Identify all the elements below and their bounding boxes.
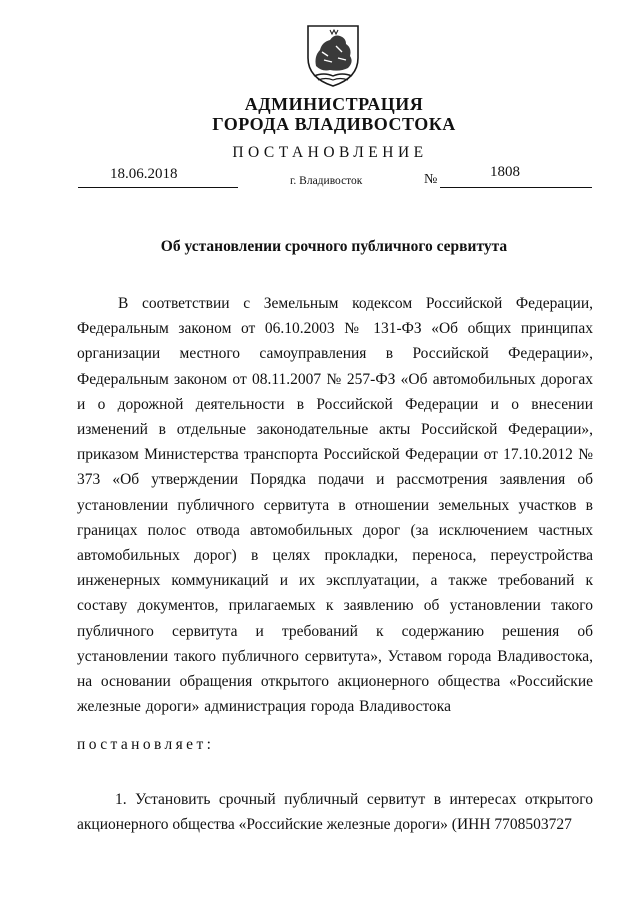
document-date: 18.06.2018 [110, 166, 178, 182]
decree-word: постановляет: [77, 736, 215, 753]
org-name-line2: ГОРОДА ВЛАДИВОСТОКА [212, 114, 456, 134]
document-number: 1808 [490, 164, 520, 180]
document-type: ПОСТАНОВЛЕНИЕ [232, 144, 428, 161]
number-sign: № [424, 172, 438, 187]
date-underline [78, 187, 238, 188]
org-name-line1: АДМИНИСТРАЦИЯ [244, 94, 424, 114]
coat-of-arms-icon [300, 22, 366, 88]
number-underline [440, 187, 592, 188]
document-title: Об установлении срочного публичного сервитута [160, 238, 508, 255]
document-city: г. Владивосток [290, 175, 363, 187]
item-1-paragraph: 1. Установить срочный публичный сервитут в интересах открытого акционерного общества «Российские железные дороги» (ИНН 7708503727 [77, 791, 593, 833]
preamble-paragraph: В соответствии с Земельным кодексом Российской Федерации, Федеральным законом от 06.10.2003 № 131-ФЗ «Об общих принципах организации местного самоуправления в Российской Федерации», Федеральным законом от 08.11.2007 № 257-ФЗ «Об автомобильных дорогах и о дорожной деятельности в Российской Федерации и о внесении изменений в отдельные законодательные акты Российской Федерации», приказом Министерства транспорта Российской Федерации от 17.10.2012 № 373 «Об утверждении Порядка подачи и рассмотрения заявления об установлении публичного сервитута в отношении земельных участков в границах полос отвода автомобильных дорог (за исключением частных автомобильных дорог) в целях прокладки, переноса, переустройства инженерных коммуникаций и их эксплуатации, а также требований к составу документов, прилагаемых к заявлению об установлении такого публичного сервитута и требований к содержанию решения об установлении такого публичного сервитута», Уставом города Владивостока, на основании обращения открытого акционерного общества «Российские железные дороги» администрация города Владивостока [77, 295, 593, 716]
